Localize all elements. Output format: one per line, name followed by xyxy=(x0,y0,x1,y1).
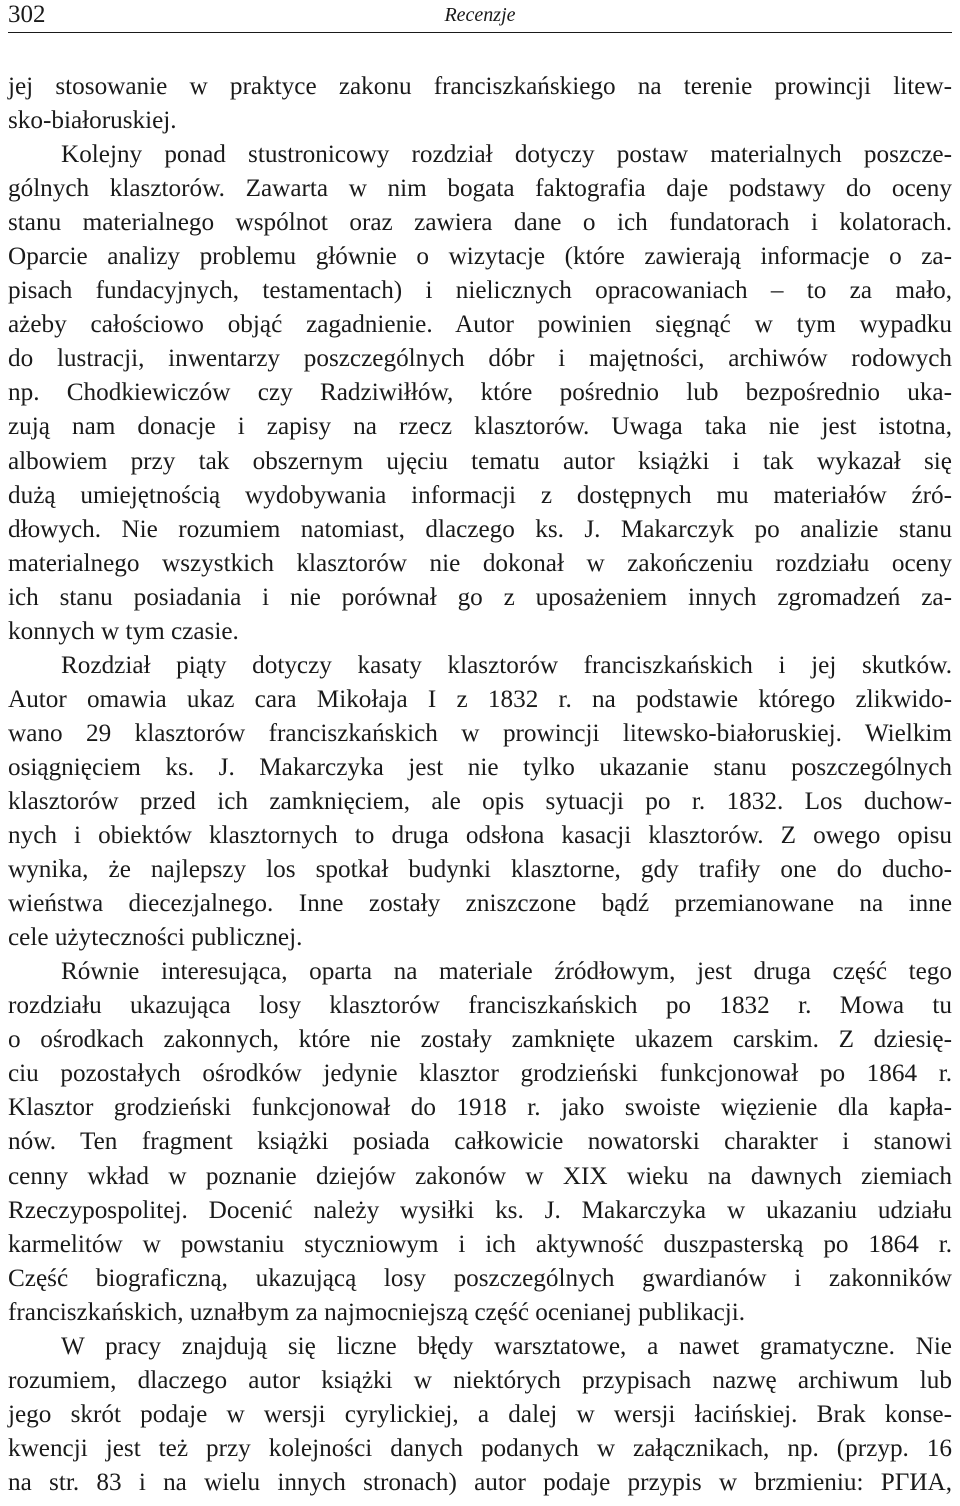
text-line: wieństwa diecezjalnego. Inne zostały zniszczone bądź przemianowane na inne xyxy=(8,890,952,918)
text-line: rozumiem, dlaczego autor książki w niektórych przypisach nazwę archiwum lub xyxy=(8,1366,952,1394)
text-line: osiągnięciem ks. J. Makarczyka jest nie tylko ukazanie stanu poszczególnych xyxy=(8,753,952,781)
paragraph xyxy=(8,1330,952,1500)
text-line: stanu materialnego wspólnot oraz zawiera dane o ich fundatorach i kolatorach. xyxy=(8,209,952,237)
text-line: Rzeczypospolitej. Docenić należy wysiłki ks. J. Makarczyka w ukazaniu udziału xyxy=(8,1196,952,1224)
text-line: materialnego wszystkich klasztorów nie dokonał w zakończeniu rozdziału oceny xyxy=(8,549,952,577)
text-line: nych i obiektów klasztornych to druga odsłona kasacji klasztorów. Z owego opisu xyxy=(8,822,952,850)
text-line: cele użyteczności publicznej. xyxy=(8,924,303,952)
text-line: karmelitów w powstaniu styczniowym i ich aktywność duszpasterską po 1864 r. xyxy=(8,1230,952,1258)
running-head: Recenzje xyxy=(444,4,516,26)
body-text xyxy=(8,70,952,1500)
text-line: Autor omawia ukaz cara Mikołaja I z 1832 r. na podstawie którego zlikwido- xyxy=(8,685,952,713)
paragraph xyxy=(8,70,952,138)
text-line: do lustracji, inwentarzy poszczególnych dóbr i majętności, archiwów rodowych xyxy=(8,345,952,373)
text-line: gólnych klasztorów. Zawarta w nim bogata faktografia daje podstawy do oceny xyxy=(8,175,952,203)
text-line: franciszkańskich, uznałbym za najmocniejszą część ocenianej publikacji. xyxy=(8,1298,746,1326)
text-line: Część biograficzną, ukazującą losy poszczególnych gwardianów i zakonników xyxy=(8,1264,952,1292)
text-line: ciu pozostałych ośrodków jedynie klasztor grodzieński funkcjonował po 1864 r. xyxy=(8,1060,952,1088)
text-line: kwencji jest też przy kolejności danych podanych w załącznikach, np. (przyp. 16 xyxy=(8,1434,952,1462)
text-line: pisach fundacyjnych, testamentach) i nielicznych opracowaniach – to za mało, xyxy=(8,277,952,305)
text-line: rozdziału ukazująca losy klasztorów franciszkańskich po 1832 r. Mowa tu xyxy=(8,992,952,1020)
text-line: dłowych. Nie rozumiem natomiast, dlaczego ks. J. Makarczyk po analizie stanu xyxy=(8,515,952,543)
paragraph xyxy=(8,138,952,649)
text-line: Oparcie analizy problemu głównie o wizytacje (które zawierają informacje o za- xyxy=(8,243,952,271)
text-line: dużą umiejętnością wydobywania informacji z dostępnych mu materiałów źró- xyxy=(8,481,952,509)
text-line: cenny wkład w poznanie dziejów zakonów w XIX wieku na dawnych ziemiach xyxy=(8,1162,952,1190)
page-header xyxy=(8,0,952,33)
text-line: np. Chodkiewiczów czy Radziwiłłów, które pośrednio lub bezpośrednio uka- xyxy=(8,379,952,407)
text-line: wano 29 klasztorów franciszkańskich w prowincji litewsko-białoruskiej. Wielkim xyxy=(8,719,952,747)
text-line: konnych w tym czasie. xyxy=(8,617,239,645)
text-line: jej stosowanie w praktyce zakonu franciszkańskiego na terenie prowincji litew- xyxy=(8,73,952,100)
page-number: 302 xyxy=(8,1,46,28)
text-line: ich stanu posiadania i nie porównał go z uposażeniem innych zgromadzeń za- xyxy=(8,583,952,611)
text-line: ażeby całościowo objąć zagadnienie. Autor powinien sięgnąć w tym wypadku xyxy=(8,311,952,339)
text-line: zują nam donacje i zapisy na rzecz klasztorów. Uwaga taka nie jest istotna, xyxy=(8,413,952,441)
text-line: na str. 83 i na wielu innych stronach) autor podaje przypis w brzmieniu: РГИА, xyxy=(8,1468,952,1496)
text-line: albowiem przy tak obszernym ujęciu tematu autor książki i tak wykazał się xyxy=(8,447,952,475)
text-line: Klasztor grodzieński funkcjonował do 1918 r. jako swoiste więzienie dla kapła- xyxy=(8,1094,952,1122)
text-line: klasztorów przed ich zamknięciem, ale opis sytuacji po r. 1832. Los duchow- xyxy=(8,787,952,815)
text-line: Równie interesująca, oparta na materiale źródłowym, jest druga część tego xyxy=(61,958,952,986)
text-line: Rozdział piąty dotyczy kasaty klasztorów franciszkańskich i jej skutków. xyxy=(61,651,952,679)
paragraph xyxy=(8,955,952,1330)
text-line: o ośrodkach zakonnych, które nie zostały zamknięte ukazem carskim. Z dziesię- xyxy=(8,1026,952,1054)
text-line: Kolejny ponad stustronicowy rozdział dotyczy postaw materialnych poszcze- xyxy=(61,141,952,169)
text-line: sko-białoruskiej. xyxy=(8,107,177,135)
text-line: W pracy znajdują się liczne błędy warsztatowe, a nawet gramatyczne. Nie xyxy=(61,1332,952,1360)
paragraph xyxy=(8,649,952,955)
text-line: nów. Ten fragment książki posiada całkowicie nowatorski charakter i stanowi xyxy=(8,1128,952,1156)
text-line: jego skrót podaje w wersji cyrylickiej, a dalej w wersji łacińskiej. Brak konse- xyxy=(8,1400,952,1428)
text-line: wynika, że najlepszy los spotkał budynki klasztorne, gdy trafiły one do ducho- xyxy=(8,856,952,884)
